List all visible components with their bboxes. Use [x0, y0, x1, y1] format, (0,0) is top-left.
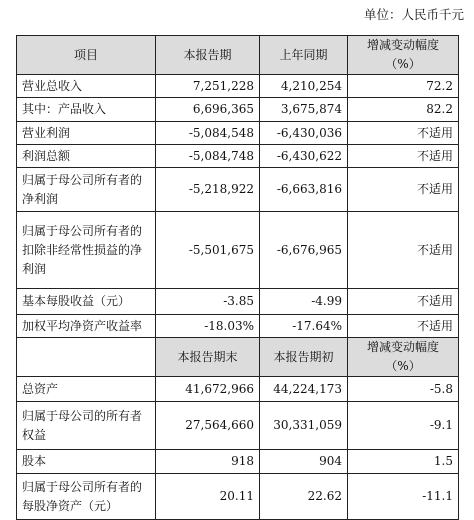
- table-row: [17, 75, 459, 98]
- financial-summary-table: [16, 35, 459, 520]
- cell-value: 1.5: [348, 450, 459, 474]
- row-label: [17, 212, 156, 289]
- cell-value: -6,430,036: [260, 122, 348, 145]
- cell-value: -17.64%: [260, 315, 348, 338]
- cell-value: -9.1: [348, 402, 459, 450]
- table-row: [17, 212, 459, 289]
- row-label-line: 权益: [22, 427, 47, 442]
- cell-value: -6,676,965: [260, 212, 348, 289]
- cell-value: 82.2: [348, 98, 459, 122]
- cell-value: 7,251,228: [156, 75, 260, 98]
- cell-value: 918: [156, 450, 260, 474]
- cell-value: 44,224,173: [260, 377, 348, 402]
- table-row: [17, 145, 459, 168]
- row-label: 利润总额: [17, 145, 156, 168]
- cell-value: -3.85: [156, 289, 260, 315]
- row-label-line: 利润: [22, 261, 47, 276]
- row-label-line: 归属于母公司所有者的: [22, 479, 143, 494]
- table-row: [17, 315, 459, 338]
- cell-value: 不适用: [348, 168, 459, 212]
- cell-value: -5,218,922: [156, 168, 260, 212]
- cell-value: -18.03%: [156, 315, 260, 338]
- cell-value: 27,564,660: [156, 402, 260, 450]
- cell-value: 72.2: [348, 75, 459, 98]
- row-label: 营业总收入: [17, 75, 156, 98]
- cell-value: -6,430,622: [260, 145, 348, 168]
- row-label: 基本每股收益（元）: [17, 289, 156, 315]
- row-label: [17, 474, 156, 520]
- cell-value: -5,084,748: [156, 145, 260, 168]
- cell-value: 不适用: [348, 315, 459, 338]
- row-label: 股本: [17, 450, 156, 474]
- cell-value: 不适用: [348, 212, 459, 289]
- row-label: [17, 168, 156, 212]
- table-header-row: [17, 338, 459, 377]
- cell-value: 不适用: [348, 145, 459, 168]
- cell-value: -5.8: [348, 377, 459, 402]
- table-row: [17, 402, 459, 450]
- row-label: 其中：产品收入: [17, 98, 156, 122]
- row-label: [17, 402, 156, 450]
- header-prior-period: 上年同期: [260, 36, 348, 75]
- table-row: [17, 474, 459, 520]
- header-change-pct: 增减变动幅度（%）: [348, 36, 459, 75]
- table-row: [17, 98, 459, 122]
- cell-value: -5,084,548: [156, 122, 260, 145]
- row-label-line: 归属于母公司所有者的: [22, 223, 143, 238]
- cell-value: 20.11: [156, 474, 260, 520]
- cell-value: 4,210,254: [260, 75, 348, 98]
- cell-value: -5,501,675: [156, 212, 260, 289]
- cell-value: -6,663,816: [260, 168, 348, 212]
- table-row: [17, 377, 459, 402]
- cell-value: -11.1: [348, 474, 459, 520]
- row-label-line: 扣除非经常性损益的净: [22, 242, 143, 257]
- row-label: 加权平均净资产收益率: [17, 315, 156, 338]
- table-row: [17, 289, 459, 315]
- row-label: 总资产: [17, 377, 156, 402]
- header-blank-cell: [17, 338, 156, 377]
- cell-value: 3,675,874: [260, 98, 348, 122]
- cell-value: 30,331,059: [260, 402, 348, 450]
- header-current-period: 本报告期: [156, 36, 260, 75]
- cell-value: 41,672,966: [156, 377, 260, 402]
- row-label-line: 每股净资产（元）: [22, 498, 119, 513]
- cell-value: 不适用: [348, 122, 459, 145]
- row-label: 营业利润: [17, 122, 156, 145]
- table-row: [17, 450, 459, 474]
- row-label-line: 净利润: [22, 191, 59, 206]
- row-label-line: 归属于母公司所有者的: [22, 172, 143, 187]
- unit-label: 单位：人民币千元: [363, 7, 464, 22]
- header-change-pct: 增减变动幅度（%）: [348, 338, 459, 377]
- cell-value: -4.99: [260, 289, 348, 315]
- cell-value: 6,696,365: [156, 98, 260, 122]
- header-item: 项目: [17, 36, 156, 75]
- table-header-row: [17, 36, 459, 75]
- table-row: [17, 168, 459, 212]
- cell-value: 904: [260, 450, 348, 474]
- header-period-end: 本报告期末: [156, 338, 260, 377]
- row-label-line: 归属于母公司的所有者: [22, 408, 143, 423]
- header-period-start: 本报告期初: [260, 338, 348, 377]
- table-row: [17, 122, 459, 145]
- cell-value: 22.62: [260, 474, 348, 520]
- cell-value: 不适用: [348, 289, 459, 315]
